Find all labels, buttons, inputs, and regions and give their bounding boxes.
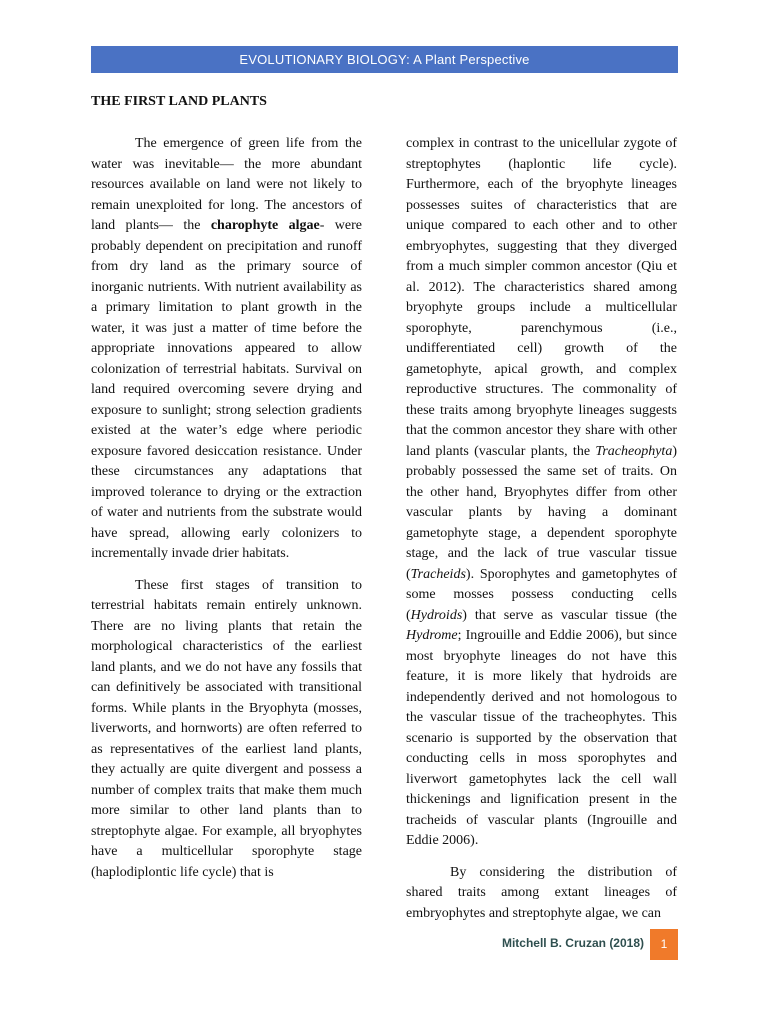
left-paragraph-2: These first stages of transition to terrestrial habitats remain entirely unknown. There are no living plants that retain the morphological characteristics of the earliest land plants, and we do not have any fossils that can definitively be associated with transitional forms. While plants in the Bryophyta (mosses, liverworts, and hornworts) are often referred to as representatives of the earliest land plants, they actually are quite divergent and possess a number of complex traits that make them much more similar to other land plants than to streptophyte algae. For example, all bryophytes have a multicellular sporophyte stage (haplodiplontic life cycle) that is	[91, 577, 362, 880]
section-title: THE FIRST LAND PLANTS	[91, 94, 267, 109]
page-number-badge: 1	[650, 929, 678, 960]
left-column	[91, 134, 362, 894]
right-paragraph-2: By considering the distribution of shared traits among extant lineages of embryophytes and streptophyte algae, we can	[406, 864, 677, 921]
right-p1-text-c: ) probably possessed the same set of traits. On the other hand, Bryophytes differ from other vascular plants by having a dominant gametophyte stage, a dependent sporophyte stage, and the lack of true vascular tissue (	[406, 443, 677, 582]
right-p1-text-a: complex in contrast to the unicellular zygote of streptophytes (haplontic life cycle). Furthermore, each of the bryophyte lineages possesses suites of characteristics that are unique compared to each other and to other embryophytes, suggesting that they diverged from a much simpler common ancestor (Qiu et al. 2012). The characteristics shared among bryophyte groups include a multicellular sporophyte, parenchymous (i.e., undifferentiated cell) growth of the gametophyte, apical growth, and complex reproductive structures. The commonality of these traits among bryophyte lineages suggests that the common ancestor they share with other land plants (vascular plants, the	[406, 136, 677, 459]
term-charophyte-algae: charophyte algae	[210, 218, 320, 233]
left-p1-text-a: The emergence of green life from the water was inevitable— the more abundant resources available on land were not likely to remain unexploited for long. The ancestors of land plants— the	[91, 136, 362, 233]
term-hydroids: Hydroids	[410, 607, 463, 623]
term-tracheids: Tracheids	[410, 566, 466, 582]
footer-author: Mitchell B. Cruzan (2018)	[501, 936, 644, 950]
right-column	[406, 134, 677, 935]
right-p1-text-i: ; Ingrouille and Eddie 2006), but since most bryophyte lineages do not have this feature, it is more likely that hydroids are independently derived and not homologous to the vascular tissue of the tracheophytes. This scenario is supported by the observation that conducting cells in moss sporophytes and liverwort gametophytes lack the cell wall thickenings and lignification present in the tracheids of vascular plants (Ingrouille and Eddie 2006).	[406, 628, 677, 848]
left-p1-text-c: - were probably dependent on precipitation and runoff from dry land as the primary source of inorganic nutrients. With nutrient availability as a primary limitation to plant growth in the water, it was just a matter of time before the appropriate innovations appeared to allow colonization of terrestrial habitats. Survival on land required overcoming severe drying and exposure to sunlight; strong selection gradients existed at the water’s edge where periodic exposure favored desiccation resistance. Under these circumstances any adaptations that improved tolerance to drying or the extraction of water and nutrients from the substrate would have spread, allowing early colonizers to incrementally invade drier habitats.	[91, 218, 362, 561]
left-paragraph-1	[91, 134, 362, 565]
right-p1-text-g: ) that serve as vascular tissue (the	[462, 607, 677, 623]
term-hydrome: Hydrome	[406, 628, 458, 643]
term-tracheophyta: Tracheophyta	[595, 443, 673, 459]
right-paragraph-1	[406, 134, 677, 852]
running-header: EVOLUTIONARY BIOLOGY: A Plant Perspective	[91, 46, 678, 73]
page-footer	[0, 929, 678, 960]
right-p1-text-e: ). Sporophytes and gametophytes of some mosses possess conducting cells (	[406, 566, 677, 623]
